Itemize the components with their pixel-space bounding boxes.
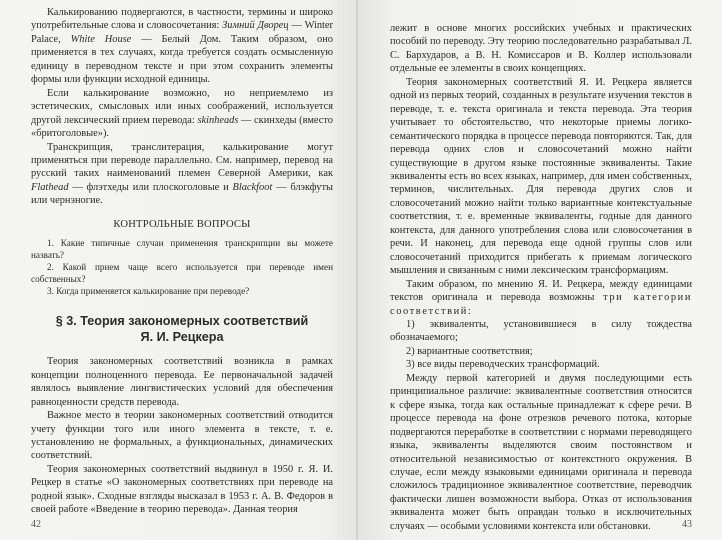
question-item: 3. Когда применяется калькирование при переводе? <box>47 286 250 297</box>
question-item: 2. Какой прием чаще всего используется при переводе имен собственных? <box>31 262 333 285</box>
paragraph: Калькированию подвергаются, в частности, термины и широко употребительные слова и словосочетания: Зимний Дворец — Winter Palace, White House — Белый Дом. Таким образом, оно применяется в тех случаях, когда требуется создать осмысленную единицу в переводном тексте и при этом сохранить элементы формы или функции исходной единицы. <box>31 7 333 86</box>
left-page <box>0 0 358 540</box>
paragraph: Транскрипция, транслитерация, калькирование могут применяться при переводе параллельно. См. например, перевод на русский таких наименований племен Северной Америки, как Flathead — флэтхеды или плоскоголовые и Blackfoot — блэкфуты или чернэногие. <box>31 141 333 207</box>
spaced-emphasis: три категории соответствий <box>390 292 692 317</box>
paragraph: Важное место в теории закономерных соответствий отводится учету функции того или иного элемента в тексте, т. е. установлению не формальных, а функциональных, динамических соответствий. <box>31 410 333 462</box>
example-term: Blackfoot <box>232 181 273 193</box>
paragraph: Теория закономерных соответствий Я. И. Рецкера является одной из первых теорий, созданных в результате изучения текстов в переводе, т. е. текста оригинала и текста перевода. Эта теория учитывает то обстоятельство, что некоторые приемы логико-семантического порядка в процессе перевода повторяются. Так, для перевода одних слов и словосочетаний можно найти существующие в другом языке постоянные эквиваленты. Такие эквиваленты есть во всех языках, например, для имен собственных, терминов, числительных. Для перевода других слов и словосочетаний можно найти только вариантные контекстуальные соответствия, т. е. временные эквиваленты, годные для данного контекста, для данного употребления слова или словосочетания в речи. И наконец, для перевода еще одной группы слов или словосочетаний приходится прибегать к приемам логического мышления и связанным с ними лексическим трансформациям. <box>390 76 692 277</box>
right-page <box>358 0 722 540</box>
section-heading: § 3. Теория закономерных соответствий Я. И. Рецкера <box>55 314 309 345</box>
page-number: 42 <box>31 519 41 530</box>
list-item: 3) все виды переводческих трансформаций. <box>406 359 600 371</box>
question-item: 1. Какие типичные случаи применения транскрипции вы можете назвать? <box>31 238 333 261</box>
paragraph: Таким образом, по мнению Я. И. Рецкера, между единицами текстов оригинала и перевода возможны три категории соответствий: <box>390 278 692 317</box>
list-item: 2) вариантные соответствия; <box>406 345 533 357</box>
page-number: 43 <box>682 519 692 530</box>
paragraph: Если калькирование возможно, но неприемлемо из эстетических, смысловых или иных соображений, используется другой лексический прием перевода: skinheads — скинхеды (вместо «бритоголовые»). <box>31 87 333 140</box>
right-page-text <box>390 22 692 533</box>
left-page-text <box>31 6 333 517</box>
paragraph: Теория закономерных соответствий возникла в рамках концепции полноценного перевода. Ее первоначальной задачей являлось выявление лингвистических условий для обеспечения равноценности средств перевода. <box>31 356 333 408</box>
example-term: skinheads <box>197 114 239 126</box>
paragraph: Между первой категорией и двумя последующими есть принципиальное различие: эквивалентные соответствия относятся к сфере языка, тогда как остальные принадлежат к сфере речи. В процессе перевода на фоне отрезков речевого потока, которые подвергаются переработке в соответствии с нормами переводящего языка, эквиваленты выделяются своим постоянством и относительной независимостью от контекстного окружения. В случае, если между языковыми единицами оригинала и перевода сложилось традиционное эквивалентное соответствие, переводчик фактически лишен возможности выбора. Отказ от использования эквивалента может быть оправдан только в исключительных случаях — особыми условиями контекста или обстановки. <box>390 372 692 532</box>
example-term: Зимний Дворец <box>222 20 289 32</box>
questions-heading: КОНТРОЛЬНЫЕ ВОПРОСЫ <box>113 218 251 230</box>
paragraph: Теория закономерных соответствий выдвинул в 1950 г. Я. И. Рецкер в статье «О закономерных соответствиях при переводе на родной язык». Сходные взгляды высказал в 1953 г. А. В. Федоров в своей работе «Введение в теорию перевода». Данная теория <box>31 463 333 516</box>
example-term: Flathead <box>31 181 69 193</box>
example-term: White House <box>70 33 132 45</box>
list-item: 1) эквиваленты, установившиеся в силу тождества обозначаемого; <box>390 318 692 344</box>
paragraph: лежит в основе многих российских учебных и практических пособий по переводу. Эту теорию последовательно разрабатывал Л. С. Бархударов, а В. Н. Комиссаров и В. Коллер использовали отдельные ее элементы в своих концепциях. <box>390 23 692 75</box>
